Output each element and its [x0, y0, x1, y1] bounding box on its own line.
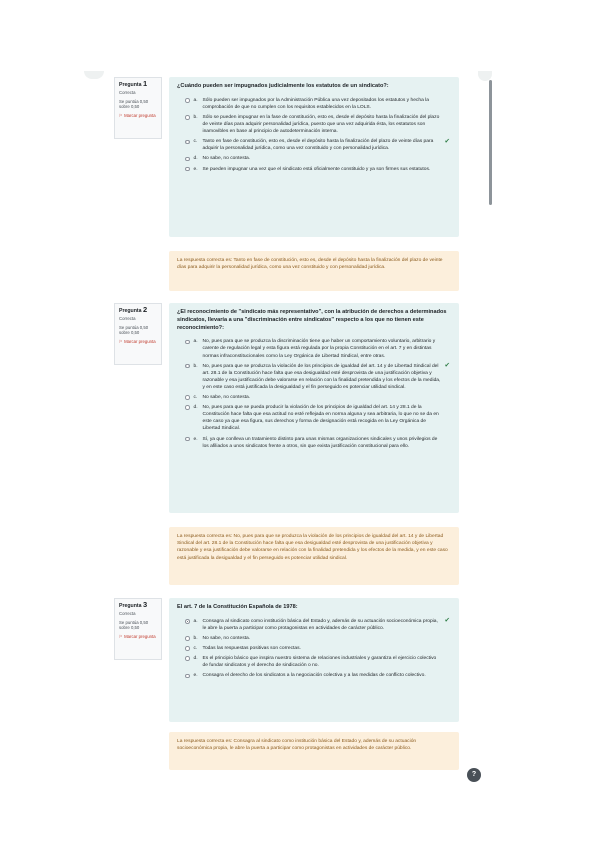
correct-check-icon: ✔ [444, 362, 450, 370]
answer-option-selected[interactable]: b. No, pues para que se produzca la violación de los principios de igualdad del art. 14 y de Libertad Sindical del art. 28.1 de la Constitución hace falta que esa desigualdad esté desprovista de una justificación objetiva y razonable y esa justificación debe valorarse en relación con la finalidad pretendida y los efectos de la medida, y en este caso está justificada la desigualdad y el fin perseguido es potenciar utilidad sindical. ✔ [177, 363, 451, 391]
correct-check-icon: ✔ [444, 617, 450, 625]
radio-button[interactable] [185, 437, 190, 442]
radio-button[interactable] [185, 656, 190, 661]
correct-answer-feedback: La respuesta correcta es: Tanto en fase de constitución, esto es, desde el depósito hasta la finalización del plazo de veinte días para adquirir la personalidad jurídica, como una vez constituido y con personalidad jurídica. [169, 251, 459, 291]
radio-button[interactable] [185, 167, 190, 172]
radio-button-checked[interactable] [185, 364, 190, 369]
answer-option[interactable]: a. No, pues para que se produzca la discriminación tiene que haber un comportamiento voluntario, arbitrario y carente de regulación legal y esta figura está regulada por la propia Constitución en el art. 7 y en distintas normas infraconstitucionales como la Ley Orgánica de Libertad Sindical, entre otras. [177, 338, 451, 359]
flag-icon: ⚐ [119, 633, 123, 639]
question-number: Pregunta 1 [119, 79, 148, 88]
help-button[interactable]: ? [467, 768, 481, 782]
flag-question-link[interactable]: ⚐ Marcar pregunta [119, 112, 156, 118]
question-grade: Se puntúa 0,50 sobre 0,50 [119, 98, 149, 110]
answer-option[interactable]: a. Sólo pueden ser impugnados por la Administración Pública una vez depositados los estatutos y hecha la comprobación de que no cumplen con los requisitos establecidos en la LOLS. [177, 97, 451, 111]
answer-option[interactable]: d. No sabe, no contesta. [177, 155, 451, 162]
radio-button-checked[interactable] [185, 619, 190, 624]
flag-icon: ⚐ [119, 338, 123, 344]
page-corner-decoration [84, 71, 104, 79]
radio-button[interactable] [185, 98, 190, 103]
question-content [169, 598, 459, 722]
question-content [169, 77, 459, 237]
radio-button[interactable] [185, 405, 190, 410]
question-state: Correcta [119, 316, 136, 322]
question-state: Correcta [119, 90, 136, 96]
answer-option[interactable]: e. Se pueden impugnar una vez que el sindicato está oficialmente constituido y ya son firmes sus estatutos. [177, 166, 451, 173]
scrollbar-thumb[interactable] [489, 80, 492, 205]
radio-button[interactable] [185, 646, 190, 651]
answer-option[interactable]: c. No sabe, no contesta. [177, 394, 451, 401]
answer-option-selected[interactable]: a. Consagra al sindicato como institución básica del Estado y, además de su actuación socioeconómica propia, le abre la puerta a participar como protagonistas en actividades de carácter público. ✔ [177, 618, 451, 632]
flag-icon: ⚐ [119, 112, 123, 118]
answer-option-selected[interactable]: c. Tanto en fase de constitución, esto es, desde el depósito hasta la finalización del plazo de veinte días para adquirir la personalidad jurídica, como una vez constituido y con personalidad jurídica. ✔ [177, 138, 451, 152]
correct-answer-feedback: La respuesta correcta es: Consagra al sindicato como institución básica del Estado y, además de su actuación socioeconómica propia, le abre la puerta a participar como protagonistas en actividades de carácter público. [169, 732, 459, 770]
answer-option[interactable]: e. Consagra el derecho de los sindicatos a la negociación colectiva y a las medidas de conflicto colectivo. [177, 672, 451, 679]
answer-option[interactable]: d. No, pues para que se pueda producir la violación de los principios de igualdad del art. 14 y 28.1 de la Constitución hace falta que esa actitud no esté reflejada en norma alguna y sea arbitraria, lo que no se da en este caso ya que esa figura, sus derechos y forma de designación está recogida en la Ley Orgánica de Libertad Sindical. [177, 404, 451, 432]
answer-option[interactable]: e. Sí, ya que conlleva un tratamiento distinto para unas mismas organizaciones sindicales y unos privilegios de los afiliados a unos sindicatos frente a otros, sin que exista justificación constitucional para ello. [177, 436, 451, 450]
answer-option[interactable]: b. No sabe, no contesta. [177, 635, 451, 642]
flag-question-link[interactable]: ⚐ Marcar pregunta [119, 633, 156, 639]
radio-button[interactable] [185, 395, 190, 400]
flag-question-link[interactable]: ⚐ Marcar pregunta [119, 338, 156, 344]
answer-option[interactable]: c. Todas las respuestas positivas son correctas. [177, 645, 451, 652]
radio-button-checked[interactable] [185, 140, 190, 145]
radio-button[interactable] [185, 340, 190, 345]
question-state: Correcta [119, 611, 136, 617]
question-text: ¿Cuándo pueden ser impugnados judicialmente los estatutos de un sindicato?: [177, 83, 389, 89]
question-info [114, 598, 162, 660]
question-grade: Se puntúa 0,50 sobre 0,50 [119, 619, 149, 631]
answer-option[interactable]: d. Es el principio básico que inspira nuestro sistema de relaciones industriales y garantiza el ejercicio colectivo de fundar sindicatos y el derecho de sindicación o no. [177, 655, 451, 669]
question-info [114, 77, 162, 139]
radio-button[interactable] [185, 115, 190, 120]
question-number: Pregunta 3 [119, 600, 148, 609]
question-text: ¿El reconocimiento de "sindicato más representativo", con la atribución de derechos a determinados sindicatos, llevaría a una "discriminación entre sindicatos" respecto a los que no tienen este reconocimiento?: [177, 309, 447, 331]
question-content [169, 303, 459, 513]
question-info [114, 303, 162, 365]
radio-button[interactable] [185, 674, 190, 679]
question-grade: Se puntúa 0,50 sobre 0,50 [119, 324, 149, 336]
radio-button[interactable] [185, 157, 190, 162]
question-number: Pregunta 2 [119, 305, 148, 314]
correct-answer-feedback: La respuesta correcta es: No, pues para que se produzca la violación de los principios de igualdad del art. 14 y de Libertad Sindical del art. 28.1 de la Constitución hace falta que esa desigualdad esté desprovista de una justificación objetiva y razonable y esa justificación debe valorarse en relación con la finalidad pretendida y los efectos de la medida, y en este caso está justificada la desigualdad y el fin perseguido es potenciar utilidad sindical. [169, 527, 459, 585]
answer-option[interactable]: b. Sólo se pueden impugnar en la fase de constitución, esto es, desde el depósito hasta la finalización del plazo de veinte días para adquirir personalidad jurídica, puesto que una vez adquirida ésta, los estatutos son inamovibles en base al principio de autodeterminación interna. [177, 114, 451, 135]
radio-button[interactable] [185, 636, 190, 641]
correct-check-icon: ✔ [444, 137, 450, 145]
question-text: El art. 7 de la Constitución Española de 1978: [177, 604, 298, 610]
